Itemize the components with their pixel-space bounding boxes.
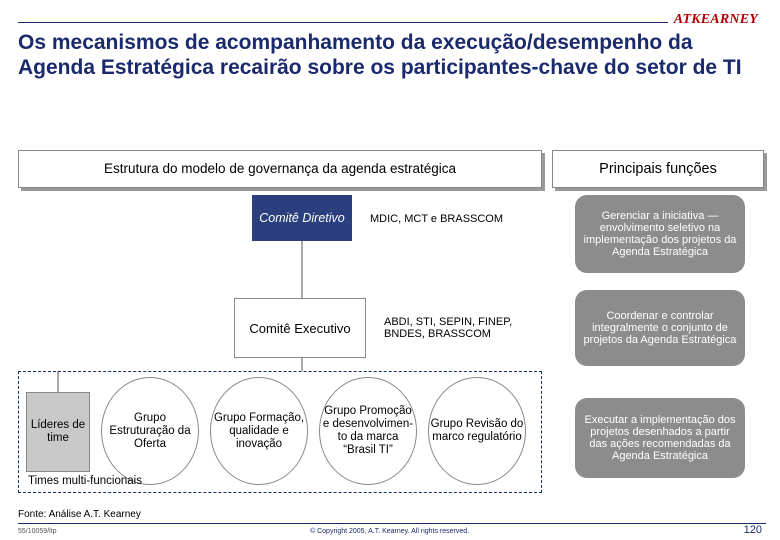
group-oval: Grupo Formação, qualidade e inovação bbox=[210, 377, 308, 485]
functions-header: Principais funções bbox=[552, 150, 764, 188]
comite-diretivo-box: Comitê Diretivo bbox=[252, 195, 352, 241]
group-oval: Grupo Promoção e desenvolvimen-to da marca “Brasil TI” bbox=[319, 377, 417, 485]
function-item: Executar a implementação dos projetos desenhados a partir das ações recomendadas da Agenda Estratégica bbox=[575, 398, 745, 478]
comite-executivo-box: Comitê Executivo bbox=[234, 298, 366, 358]
page-title: Os mecanismos de acompanhamento da execução/desempenho da Agenda Estratégica recairão sobre os participantes-chave do setor de TI bbox=[18, 31, 742, 79]
group-oval: Grupo Revisão do marco regulatório bbox=[428, 377, 526, 485]
function-item: Gerenciar a iniciativa — envolvimento seletivo na implementação dos projetos da Agenda Estratégica bbox=[575, 195, 745, 273]
source-note: Fonte: Análise A.T. Kearney bbox=[18, 509, 141, 520]
lideres-box: Líderes de time bbox=[26, 392, 90, 472]
page-number: 120 bbox=[743, 524, 762, 536]
structure-header: Estrutura do modelo de governança da agenda estratégica bbox=[18, 150, 542, 188]
group-oval: Grupo Estruturação da Oferta bbox=[101, 377, 199, 485]
atkearney-logo: ATKEARNEY bbox=[673, 12, 758, 27]
comite-diretivo-members: MDIC, MCT e BRASSCOM bbox=[370, 213, 504, 225]
document-code: 55/10059/ltp bbox=[18, 528, 57, 535]
times-label: Times multi-funcionais bbox=[28, 475, 142, 487]
copyright: © Copyright 2005, A.T. Kearney. All rights reserved. bbox=[310, 528, 470, 535]
comite-executivo-members: ABDI, STI, SEPIN, FINEP, BNDES, BRASSCOM bbox=[384, 316, 513, 340]
function-item: Coordenar e controlar integralmente o conjunto de projetos da Agenda Estratégica bbox=[575, 290, 745, 366]
bottom-rule bbox=[18, 523, 766, 524]
